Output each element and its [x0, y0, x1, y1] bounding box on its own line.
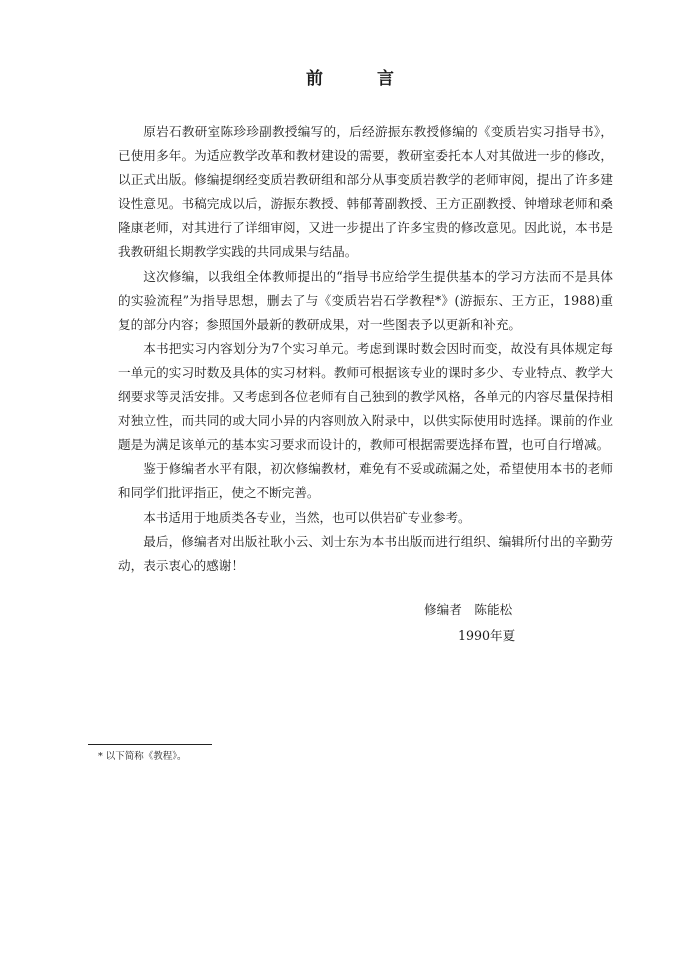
footnote: * 以下简称《教程》。 — [98, 751, 187, 762]
paragraph: 本书适用于地质类各专业，当然，也可以供岩矿专业参考。 — [143, 509, 471, 525]
paragraph: 本书把实习内容划分为7个实习单元。考虑到课时数会因时而变，故没有具体规定每一单元的实习时数及具体的实习材料。教师可根据该专业的课时多少、专业特点、教学大纲要求等灵活安排。又考虑到各位老师有自己独到的教学风格，各单元的内容尽量保持相对独立性，而共同的或大同小异的内容则放入附录中，以供实际使用时选择。课前的作业题是为满足该单元的基本实习要求而设计的，教师可根据需要选择布置，也可自行增减。 — [118, 340, 613, 453]
page-title: 前 言 — [306, 69, 418, 89]
signature-date: 1990年夏 — [458, 628, 516, 643]
paragraph: 最后，修编者对出版社耿小云、刘士东为本书出版而进行组织、编辑所付出的辛勤劳动，表示衷心的感谢！ — [118, 533, 613, 573]
footnote-divider — [88, 744, 212, 745]
preface-body — [118, 120, 613, 578]
paragraph: 鉴于修编者水平有限，初次修编教材，难免有不妥或疏漏之处，希望使用本书的老师和同学们批评指正，使之不断完善。 — [118, 461, 613, 501]
paragraph: 这次修编，以我组全体教师提出的“指导书应给学生提供基本的学习方法而不是具体的实验流程”为指导思想，删去了与《变质岩岩石学教程*》(游振东、王方正，1988)重复的部分内容；参照国外最新的教研成果，对一些图表予以更新和补充。 — [118, 268, 613, 332]
paragraph: 原岩石教研室陈珍珍副教授编写的，后经游振东教授修编的《变质岩实习指导书》，已使用多年。为适应教学改革和教材建设的需要，教研室委托本人对其做进一步的修改，以正式出版。修编提纲经变质岩教研组和部分从事变质岩教学的老师审阅，提出了许多建设性意见。书稿完成以后，游振东教授、韩郁菁副教授、王方正副教授、钟增球老师和桑隆康老师，对其进行了详细审阅，又进一步提出了许多宝贵的修改意见。因此说，本书是我教研組长期教学实践的共同成果与结晶。 — [118, 124, 613, 260]
signature-author: 修编者 陈能松 — [424, 602, 513, 617]
